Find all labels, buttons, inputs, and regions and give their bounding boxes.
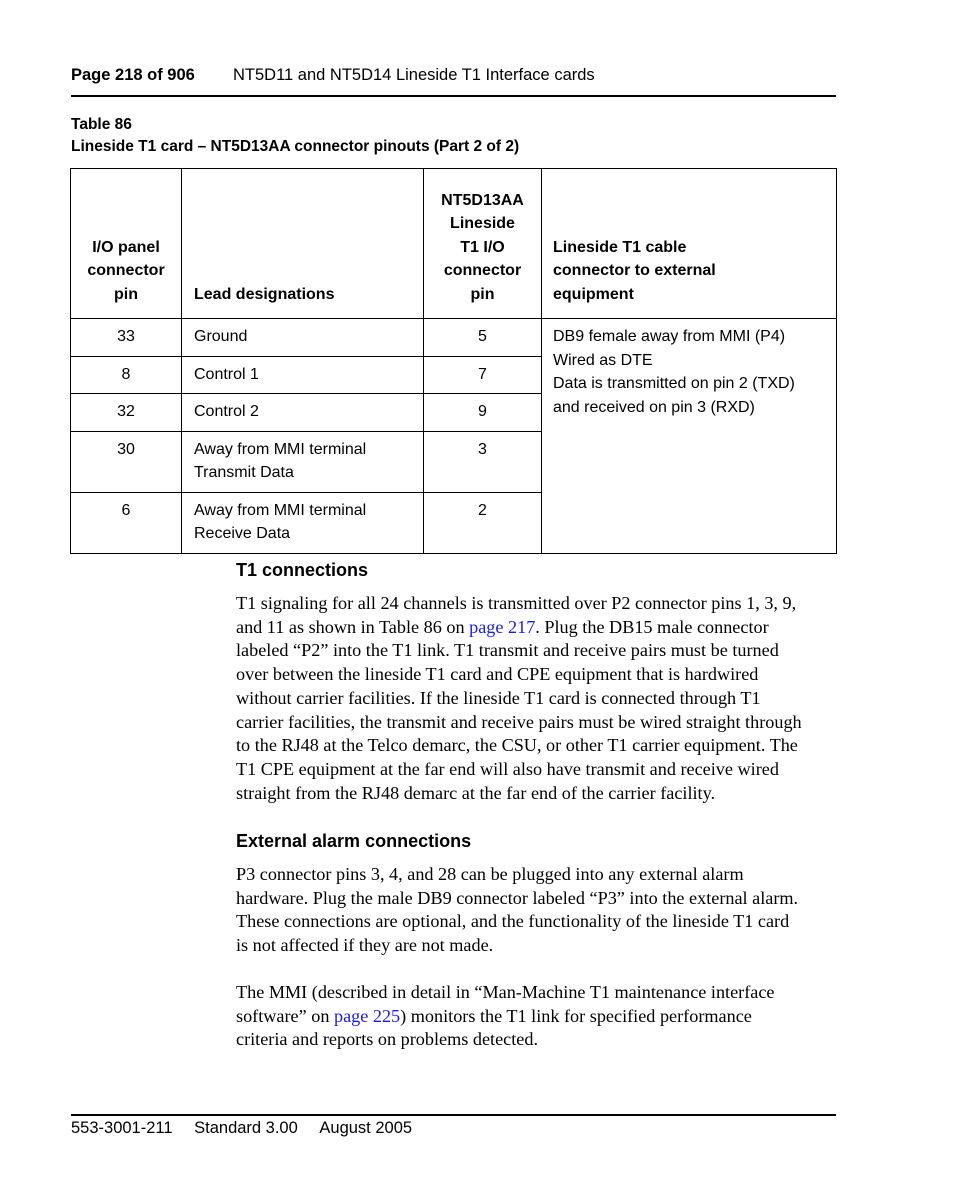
t1-connections-paragraph: T1 signaling for all 24 channels is transmitted over P2 connector pins 1, 3, 9, and 11 as shown in Table 86 on page 217. Plug the DB15 male connector labeled “P2” into the T1 link. T1 transmit and receive pairs must be turned over between the lineside T1 card and CPE equipment that is hardwired without carrier facilities. If the lineside T1 card is connected through T1 carrier facilities, the transmit and receive pairs must be wired straight through to the RJ48 at the Telco demarc, the CSU, or other T1 carrier equipment. The T1 CPE equipment at the far end will also have transmit and receive wired straight from the RJ48 demarc at the far end of the carrier facility. bbox=[236, 593, 802, 803]
publication-date: August 2005 bbox=[319, 1119, 413, 1137]
t1-connections-section bbox=[236, 560, 836, 805]
section-heading-external-alarm: External alarm connections bbox=[236, 831, 472, 851]
pinout-table bbox=[70, 168, 837, 554]
t1-pin-cell: 2 bbox=[424, 492, 542, 553]
lead-cell: Away from MMI terminal Receive Data bbox=[182, 492, 424, 553]
t1-pin-cell: 7 bbox=[424, 356, 542, 394]
page-217-link[interactable]: page 217 bbox=[469, 616, 536, 637]
io-pin-cell: 33 bbox=[71, 319, 182, 357]
table-caption bbox=[71, 114, 519, 158]
footer-divider bbox=[71, 1114, 836, 1116]
mmi-paragraph: The MMI (described in detail in “Man-Machine T1 maintenance interface software” on page 225) monitors the T1 link for specified performance criteria and reports on problems detected. bbox=[236, 981, 775, 1050]
external-alarm-paragraph: P3 connector pins 3, 4, and 28 can be plugged into any external alarm hardware. Plug the male DB9 connector labeled “P3” into the external alarm. These connections are optional, and the functionality of the lineside T1 card is not affected if they are not made. bbox=[236, 864, 799, 956]
lead-cell: Control 2 bbox=[182, 394, 424, 432]
document-number: 553-3001-211 bbox=[71, 1119, 173, 1137]
page-number: Page 218 of 906 bbox=[71, 66, 195, 84]
header-t1-io-connector-pin: NT5D13AA Lineside T1 I/O connector pin bbox=[424, 169, 542, 319]
page-footer bbox=[71, 1119, 412, 1138]
page-225-link[interactable]: page 225 bbox=[333, 1005, 401, 1026]
external-equipment-cell: DB9 female away from MMI (P4) Wired as DTE Data is transmitted on pin 2 (TXD) and received on pin 3 (RXD) bbox=[542, 319, 837, 554]
table-row bbox=[71, 319, 837, 357]
io-pin-cell: 30 bbox=[71, 431, 182, 492]
header-external-equipment: Lineside T1 cable connector to external equipment bbox=[542, 169, 837, 319]
document-title: NT5D11 and NT5D14 Lineside T1 Interface cards bbox=[233, 66, 595, 84]
table-header-row bbox=[71, 169, 837, 319]
header-lead-designations: Lead designations bbox=[182, 169, 424, 319]
io-pin-cell: 8 bbox=[71, 356, 182, 394]
header-io-panel-pin: I/O panel connector pin bbox=[71, 169, 182, 319]
section-heading-t1-connections: T1 connections bbox=[236, 560, 369, 580]
lead-cell: Ground bbox=[182, 319, 424, 357]
lead-cell: Away from MMI terminal Transmit Data bbox=[182, 431, 424, 492]
io-pin-cell: 6 bbox=[71, 492, 182, 553]
t1-pin-cell: 5 bbox=[424, 319, 542, 357]
io-pin-cell: 32 bbox=[71, 394, 182, 432]
table-number: Table 86 bbox=[71, 116, 132, 133]
page-header bbox=[71, 66, 836, 85]
t1-pin-cell: 3 bbox=[424, 431, 542, 492]
t1-pin-cell: 9 bbox=[424, 394, 542, 432]
header-divider bbox=[71, 95, 836, 97]
external-alarm-section bbox=[236, 831, 836, 1052]
lead-cell: Control 1 bbox=[182, 356, 424, 394]
standard-label: Standard 3.00 bbox=[194, 1119, 298, 1137]
table-title: Lineside T1 card – NT5D13AA connector pinouts (Part 2 of 2) bbox=[71, 138, 520, 155]
